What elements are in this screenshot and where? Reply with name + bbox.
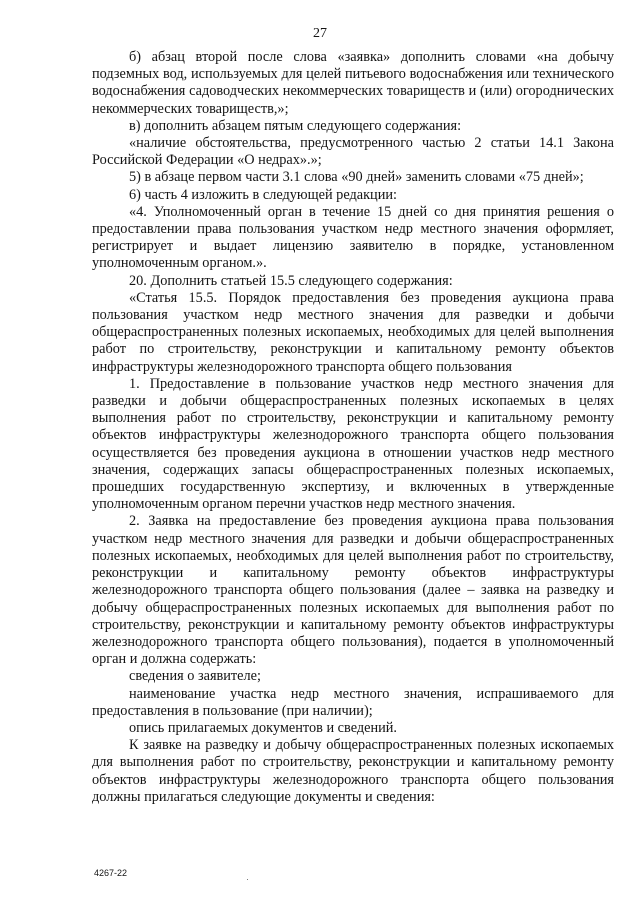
paragraph-part-4-text: «4. Уполномоченный орган в течение 15 дней со дня принятия решения о предоставлении права пользования участком недр местного значения оформляет, регистрирует и выдает лицензию заявителю в порядке, установленном уполномоченным органом.». xyxy=(92,203,614,272)
paragraph-clause-v: в) дополнить абзацем пятым следующего содержания: xyxy=(129,117,462,134)
article-15-5-part-1: 1. Предоставление в пользование участков недр местного значения для разведки и добычи общераспространенных полезных ископаемых в целях выполнения работ по строительству, реконструкции и капитальному ремонту объектов инфраструктуры железнодорожного транспорта общего пользования осуществляется без проведения аукциона в отношении участков недр местного значения, содержащих запасы общераспространенных полезных ископаемых, прошедших государственную экспертизу, и включенных в утвержденные уполномоченным органом перечни участков недр местного значения. xyxy=(92,375,614,513)
paragraph-item-5: 5) в абзаце первом части 3.1 слова «90 дней» заменить словами «75 дней»; xyxy=(129,169,584,186)
paragraph-attachments: К заявке на разведку и добычу общераспространенных полезных ископаемых для выполнения работ по строительству, реконструкции и капитальному ремонту объектов инфраструктуры железнодорожного транспорта общего пользования должны прилагаться следующие документы и сведения: xyxy=(92,737,614,805)
paragraph-clause-b: б) абзац второй после слова «заявка» дополнить словами «на добычу подземных вод, используемых для целей питьевого водоснабжения или технического водоснабжения садоводческих некоммерческих товариществ и (или) огороднических некоммерческих товариществ,»; xyxy=(92,49,614,117)
list-item-inventory: опись прилагаемых документов и сведений. xyxy=(129,719,397,736)
document-code: 4267-22 xyxy=(94,868,128,878)
scan-speck xyxy=(247,879,248,880)
list-item-plot-name: наименование участка недр местного значения, испрашиваемого для предоставления в пользование (при наличии); xyxy=(92,685,614,719)
paragraph-item-20: 20. Дополнить статьей 15.5 следующего содержания: xyxy=(129,272,453,289)
article-15-5-heading: «Статья 15.5. Порядок предоставления без проведения аукциона права пользования участком недр местного значения для разведки и добычи общераспространенных полезных ископаемых, необходимых для целей выполнения работ по строительству, реконструкции и капитальному ремонту объектов инфраструктуры железнодорожного транспорта общего пользования xyxy=(92,289,614,375)
page-number: 27 xyxy=(313,26,327,41)
paragraph-item-6: 6) часть 4 изложить в следующей редакции: xyxy=(129,186,397,203)
list-item-applicant-info: сведения о заявителе; xyxy=(129,668,261,685)
document-body xyxy=(92,49,614,806)
paragraph-quoted-circumstance: «наличие обстоятельства, предусмотренного частью 2 статьи 14.1 Закона Российской Федерации «О недрах».»; xyxy=(92,135,614,169)
article-15-5-part-2: 2. Заявка на предоставление без проведения аукциона права пользования участком недр местного значения для разведки и добычи общераспространенных полезных ископаемых, необходимых для целей выполнения работ по строительству, реконструкции и капитальному ремонту объектов инфраструктуры железнодорожного транспорта общего пользования (далее – заявка на разведку и добычу общераспространенных полезных ископаемых для выполнения работ по строительству, реконструкции и капитальному ремонту объектов инфраструктуры железнодорожного транспорта общего пользования), подается в уполномоченный орган и должна содержать: xyxy=(92,513,614,668)
